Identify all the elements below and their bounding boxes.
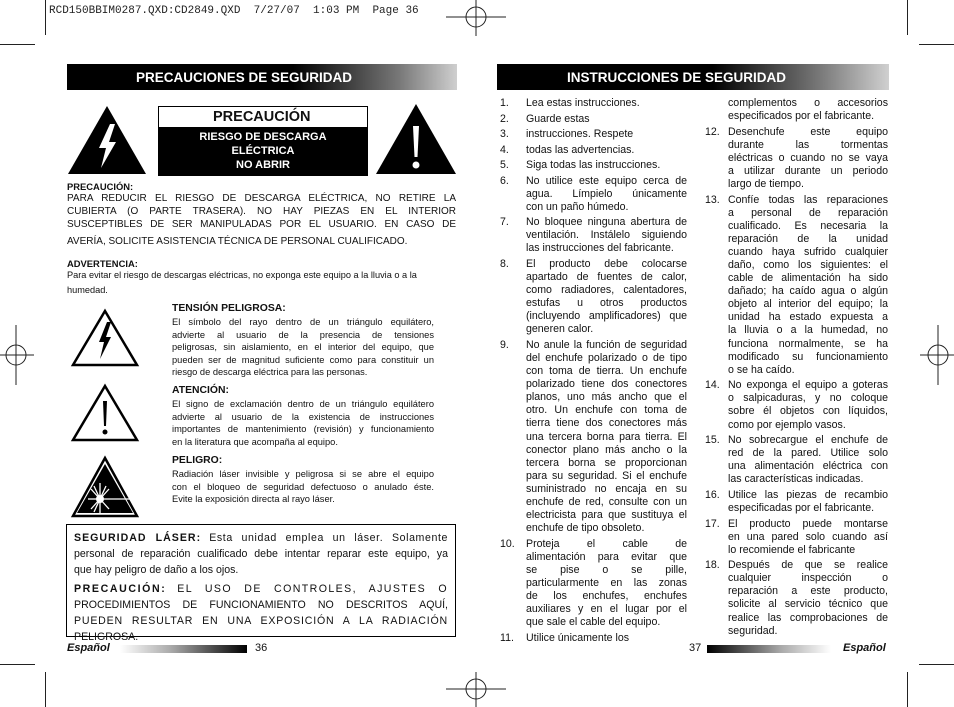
instruction-line: se pise o se pille, [526,563,687,576]
instruction-line: largo de tiempo. [728,177,804,190]
instruction-line: Utilice las piezas de recambio [728,488,888,501]
instruction-line: una tercera borna para tierra. El [526,430,687,443]
instruction-line: en una pared solo cuando así [728,530,888,543]
crop-mark [919,664,954,665]
instruction-number: 4. [500,143,509,156]
instruction-line: agua. Límpielo únicamente [526,187,687,200]
symbol-section-peligro: PELIGRO: Radiación láser invisible y peligrosa si se abre el equipo con el bloqueo de seguridad defectuoso o anulado éste. Evite la exposición directa al rayo láser. [172,455,434,504]
section-title: TENSIÓN PELIGROSA: [172,303,286,314]
instruction-line: No anule la función de seguridad [526,338,687,351]
exclamation-triangle-icon [70,383,140,443]
instruction-line: suministrado no encaja en su [526,482,687,495]
instruction-line: como radiadores, calentadores, [526,284,687,297]
crop-mark [907,0,908,35]
footer-language: Español [67,642,110,654]
instruction-number: 3. [500,128,509,140]
caution-box [158,106,368,176]
instruction-line: del enchufe polarizado o de tipo [526,351,687,364]
instruction-line: polarizado tiene dos conectores [526,378,687,391]
instruction-number: 18. [705,559,720,572]
instruction-number: 16. [705,488,720,501]
instruction-line: reparación de la unidad [728,232,888,245]
instruction-line: Utilice únicamente los [526,631,630,644]
instruction-line: electricista para que sustituya el [526,509,687,522]
instruction-number: 8. [500,257,509,270]
instruction-line: Proteja el cable de [526,537,687,550]
instruction-line: Siga todas las instrucciones. [526,159,661,171]
instruction-line: No exponga el equipo a goteras [728,379,888,392]
instruction-line: o salpicaduras, y no coloque [728,392,888,405]
instruction-line: a personal de reparación [728,206,888,219]
instruction-line: Guarde estas [526,112,590,125]
instruction-line: especificadas por el fabricante. [728,501,875,514]
instruction-line: Desenchufe este equipo [728,125,888,138]
instruction-line: planos, uno más ancho que el [526,391,687,404]
instruction-line: solicite al servicio técnico que [728,598,888,611]
instruction-line: auxiliares y en el lugar por el [526,603,687,616]
instruction-line: funciona normalmente, se ha [728,337,888,350]
instruction-line: para su seguridad. Si el enchufe [526,469,687,482]
instruction-line: de los enchufes, enchufes [526,590,687,603]
instruction-line: El producto puede montarse [728,517,888,530]
registration-mark-icon [446,0,506,36]
caution-heading: PRECAUCIÓN: [67,181,134,192]
laser-triangle-icon [70,455,140,519]
instruction-line: No utilice este equipo cerca de [526,174,687,187]
crop-mark [0,664,35,665]
registration-mark-icon [0,325,34,385]
instruction-line: generen calor. [526,323,594,336]
instruction-line: con un paño húmedo. [526,200,629,213]
caution-box-risk: RIESGO DE DESCARGA ELÉCTRICA NO ABRIR [199,131,327,171]
laser-safety-box: SEGURIDAD LÁSER: Esta unidad emplea un láser. Solamente personal de reparación cualificado debe intentar reparar este equipo, ya que hay peligro de daño a los ojos. PRECAUCIÓN: EL USO DE CONTROLES, AJUSTES O PROCEDIMIENTOS DE FUNCIONAMIENTO NO DESCRITOS AQUÍ, PUEDEN RESULTAR EN UNA EXPOSICIÓN A LA RADIACIÓN PELIGROSA. [66,524,456,637]
instruction-line: unidad ha estado expuesta a [728,311,888,324]
instruction-line: todas las advertencias. [526,143,635,156]
instruction-number: 14. [705,379,720,392]
instruction-line: cualificado. Es necesaria la [728,219,888,232]
instruction-line: realice las comprobaciones de [728,611,888,624]
instruction-line: las características indicadas. [728,473,864,486]
instruction-number: 6. [500,174,509,187]
instruction-line: Lea estas instrucciones. [526,97,640,109]
instruction-line: tierra tiene dos conectores más [526,417,687,430]
crop-mark [919,44,954,45]
caution-text: PARA REDUCIR EL RIESGO DE DESCARGA ELÉCTRICA, NO RETIRE LA CUBIERTA (O PARTE TRASERA). NO HAY PIEZAS EN EL INTERIOR SUSCEPTIBLES DE SER MANIPULADAS POR EL USUARIO. EN CASO DE AVERÍA, SOLICITE ASISTENCIA TÉCNICA DE PERSONAL CUALIFICADO. [67,193,456,247]
instruction-number: 15. [705,434,720,447]
section-banner-precauciones: PRECAUCIONES DE SEGURIDAD [67,64,457,90]
symbol-section-atencion: ATENCIÓN: El signo de exclamación dentro de un triángulo equilátero advierte al usuario de la existencia de instrucciones importantes de mantenimiento (revisión) y funcionamiento en la literatura que acompaña al equipo. [172,385,434,447]
instruction-line: la lluvia o a la humedad, no [728,324,888,337]
symbol-section-tension: TENSIÓN PELIGROSA: El símbolo del rayo dentro de un triángulo equilátero, advierte al usuario de la presencia de tensiones peligrosas, sin aislamiento, en el interior del equipo, que pueden ser de magnitud suficiente como para constituir un riesgo de descarga eléctrica para las personas. [172,303,434,377]
instruction-number: 13. [705,193,720,206]
caution-box-title: PRECAUCIÓN [159,107,367,127]
instruction-line: eléctricas o cuando no se vaya [728,151,888,164]
instruction-line: enchufe de red, consulte con un [526,496,687,509]
instruction-line: alimentación para evitar que [526,550,687,563]
page-number: 37 [689,642,702,654]
instruction-line: o se ha caído. [728,363,795,376]
instruction-line: especificados por el fabricante. [728,110,875,123]
page-number: 36 [255,642,268,654]
footer-bar [707,645,831,653]
instruction-line: particularmente en las zonas [526,577,687,590]
instruction-line: instrucciones. Respete [526,128,634,140]
instruction-number: 2. [500,112,509,125]
lightning-warning-icon [66,104,148,176]
instruction-line: apartado de fuentes de calor, [526,270,687,283]
instruction-line: lo recomiende el fabricante [728,543,856,556]
section-banner-instrucciones: INSTRUCCIONES DE SEGURIDAD [497,64,889,90]
footer-bar [120,645,247,653]
instruction-line: No sobrecargue el enchufe de [728,434,888,447]
footer-language: Español [843,642,886,654]
instruction-number: 7. [500,216,509,229]
instruction-line: durante las tormentas [728,138,888,151]
crop-mark [45,0,46,35]
instruction-line: enchufe de tipo obsoleto. [526,522,645,535]
crop-mark [0,44,35,45]
instruction-line: complementos o accesorios [728,97,888,109]
lightning-triangle-icon [70,308,140,368]
instruction-line: objeto al interior del equipo; la [728,298,888,311]
section-title: PELIGRO: [172,455,223,466]
instruction-number: 9. [500,338,509,351]
crop-mark [45,672,46,707]
instruction-line: con toma de tierra. Un enchufe [526,365,687,378]
warning-heading: ADVERTENCIA: [67,258,138,269]
instruction-number: 17. [705,517,720,530]
instruction-line: ventilación. Instálelo siguiendo [526,229,687,242]
instruction-line: como por ejemplo vasos. [728,418,846,431]
warning-text: Para evitar el riesgo de descargas eléctricas, no exponga este equipo a la lluvia o a la humedad. [67,270,417,296]
instruction-line: una alimentación eléctrica con [728,460,888,473]
instruction-number: 1. [500,97,509,109]
section-title: ATENCIÓN: [172,385,229,396]
instruction-line: reparación a este producto, [728,585,888,598]
instruction-number: 12. [705,125,720,138]
instruction-line: tercera borna se proporcionan [526,456,687,469]
instruction-line: conector plano más ancho o la [526,443,687,456]
instruction-line: cable de alimentación ha sido [728,272,888,285]
instruction-line: a utilizar durante un periodo [728,164,888,177]
instruction-line: Después de que se realice [728,559,888,572]
instruction-line: seguridad. [728,624,778,637]
instruction-line: cuando haya sufrido cualquier [728,245,888,258]
instruction-line: cualquier inspección o [728,572,888,585]
instruction-line: modificado su funcionamiento [728,350,888,363]
instruction-line: estufas u otros productos [526,297,687,310]
instruction-number: 10. [500,537,515,550]
instruction-line: las instrucciones del fabricante. [526,242,674,255]
instruction-line: Confíe todas las reparaciones [728,193,888,206]
instruction-line: El producto debe colocarse [526,257,687,270]
instruction-line: dañado; ha caído agua o algún [728,285,888,298]
crop-mark [907,672,908,707]
registration-mark-icon [446,672,506,707]
instruction-line: daño, como los siguientes: el [728,258,888,271]
instruction-line: (incluyendo amplificadores) que [526,310,687,323]
instruction-line: otro. Un enchufe con toma de [526,404,687,417]
exclamation-warning-icon [374,102,458,176]
instruction-number: 5. [500,159,509,171]
instruction-line: red de la pared. Utilice solo [728,447,888,460]
registration-mark-icon [920,325,954,385]
instruction-line: No bloquee ninguna abertura de [526,216,687,229]
print-slug: RCD150BBIM0287.QXD:CD2849.QXD 7/27/07 1:03 PM Page 36 [49,5,419,17]
instruction-line: que sale el cable del equipo. [526,616,661,629]
instruction-line: sobre él objetos con líquidos, [728,405,888,418]
instruction-number: 11. [500,631,514,644]
